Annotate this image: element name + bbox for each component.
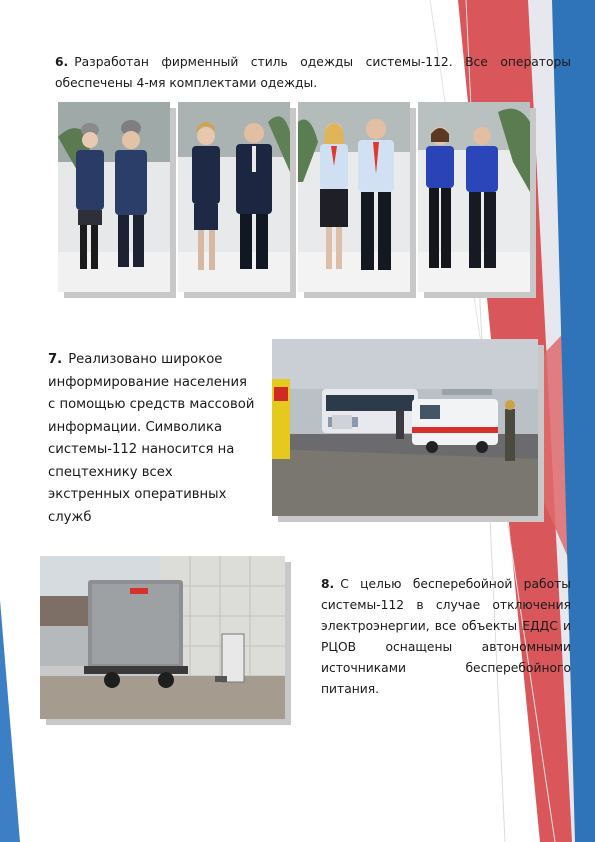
section-6-text (55, 52, 571, 94)
section-8-number: 8. (321, 577, 335, 591)
section-6-body: Разработан фирменный стиль одежды системы-112. Все операторы обеспечены 4-мя комплектами одежды. (55, 55, 571, 90)
section-8-text (321, 574, 571, 700)
section-7-body: Реализовано широкое информирование населения с помощью средств массовой информации. Символика системы-112 наносится на спецтехнику всех экстренных оперативных служб (48, 352, 255, 525)
photo-uniform-shirts (298, 102, 410, 292)
photo-generator-trailer (40, 556, 285, 719)
section-7-text (48, 349, 258, 529)
blue-stripe-left (0, 600, 20, 842)
photo-uniform-formal (178, 102, 290, 292)
photo-uniform-winter (58, 102, 170, 292)
section-7-number: 7. (48, 352, 63, 367)
photo-emergency-vehicles (272, 339, 538, 516)
photo-uniform-polo (418, 102, 530, 292)
section-8-body: С целью бесперебойной работы системы-112 в случае отключения электроэнергии, все объекты ЕДДС и РЦОВ оснащены автономными источниками бесперебойного питания. (321, 577, 571, 696)
section-6-number: 6. (55, 55, 69, 69)
